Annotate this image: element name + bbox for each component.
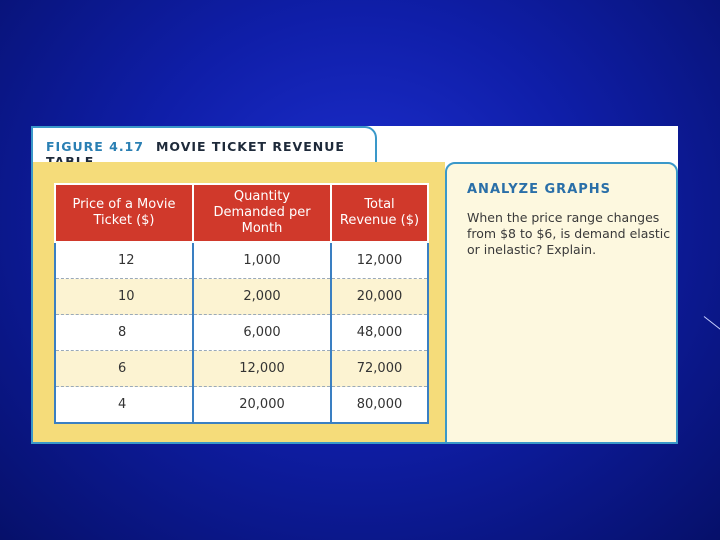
cell-price: 4	[55, 387, 193, 424]
cell-revenue: 72,000	[331, 351, 428, 387]
cell-quantity: 2,000	[193, 279, 331, 315]
cell-quantity: 20,000	[193, 387, 331, 424]
figure-header	[31, 126, 377, 162]
cell-price: 12	[55, 242, 193, 279]
column-header-price: Price of a Movie Ticket ($)	[55, 184, 193, 242]
table-row	[55, 351, 428, 387]
decorative-line	[704, 316, 720, 333]
cell-revenue: 48,000	[331, 315, 428, 351]
analyze-title: ANALYZE GRAPHS	[467, 182, 612, 197]
cell-price: 8	[55, 315, 193, 351]
figure-title: MOVIE TICKET REVENUE	[155, 139, 345, 154]
cell-revenue: 12,000	[331, 242, 428, 279]
cell-price: 10	[55, 279, 193, 315]
cell-price: 6	[55, 351, 193, 387]
cell-quantity: 6,000	[193, 315, 331, 351]
cell-quantity: 12,000	[193, 351, 331, 387]
cell-revenue: 20,000	[331, 279, 428, 315]
analyze-question: When the price range changes from $8 to $6, is demand elastic or inelastic? Explain.	[467, 210, 671, 257]
cell-revenue: 80,000	[331, 387, 428, 424]
analyze-panel	[445, 162, 678, 444]
cell-quantity: 1,000	[193, 242, 331, 279]
figure-label: FIGURE 4.17	[46, 139, 144, 154]
figure-panel	[31, 126, 678, 444]
table-row	[55, 315, 428, 351]
table-panel	[31, 162, 445, 444]
table-header-row	[55, 184, 428, 242]
revenue-table	[54, 183, 429, 424]
table-row	[55, 279, 428, 315]
column-header-revenue: Total Revenue ($)	[331, 184, 428, 242]
table-row	[55, 242, 428, 279]
table-row	[55, 387, 428, 424]
column-header-quantity: Quantity Demanded per Month	[193, 184, 331, 242]
